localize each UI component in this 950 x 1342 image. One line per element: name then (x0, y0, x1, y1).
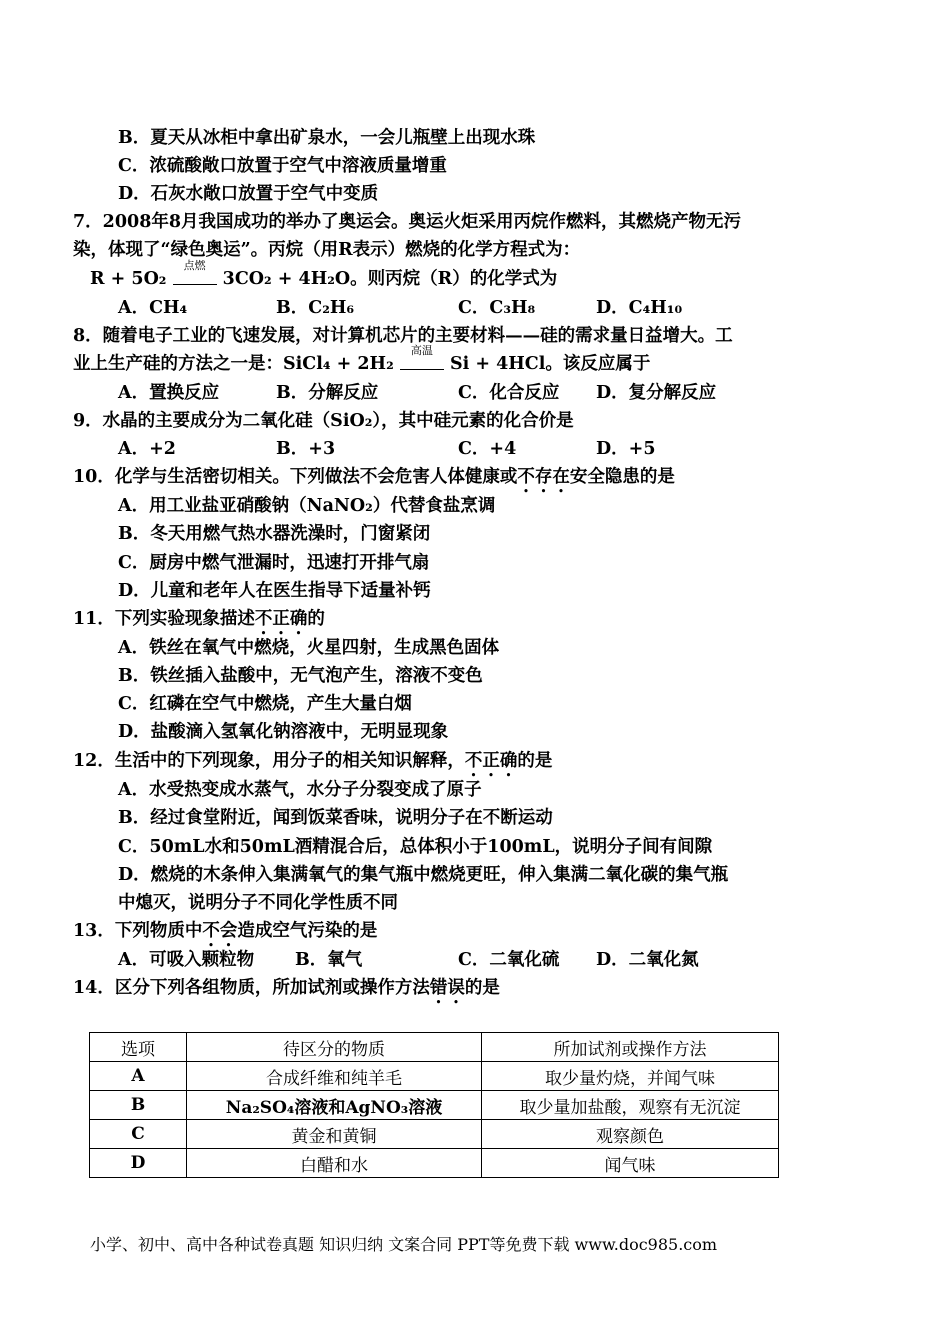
table-cell-method: 闻气味 (482, 1149, 779, 1178)
table-cell-method: 观察颜色 (482, 1120, 779, 1149)
q7-option-d: D．C₄H₁₀ (596, 298, 683, 318)
q12-stem (73, 750, 552, 781)
q12-stem-tail: 的是 (517, 751, 553, 771)
q7-option-c: C．C₃H₈ (458, 298, 536, 318)
q12-option-b: B．经过食堂附近，闻到饭菜香味，说明分子在不断运动 (118, 808, 553, 828)
q8-option-c: C．化合反应 (458, 383, 560, 403)
q7-equation-right: 3CO₂ + 4H₂O。则丙烷（R）的化学式为 (222, 269, 558, 289)
table-row (90, 1149, 779, 1178)
condition-label: 高温 (410, 344, 433, 357)
q7-equation (90, 259, 558, 290)
q13-option-a: A．可吸入颗粒物 (118, 950, 255, 970)
q14-stem-text: 14．区分下列各组物质，所加试剂或操作方法 (73, 978, 430, 998)
q12-option-c: C．50mL水和50mL酒精混合后，总体积小于100mL，说明分子间有间隙 (118, 837, 713, 857)
table-cell-option: C (90, 1120, 187, 1149)
q8-option-b: B．分解反应 (276, 383, 379, 403)
q10-stem-tail: 安全隐患的是 (569, 467, 675, 487)
table-cell-substances: 合成纤维和纯羊毛 (187, 1062, 482, 1091)
q10-stem (73, 466, 675, 497)
q7-option-a: A．CH₄ (118, 298, 188, 318)
q11-stem (73, 608, 325, 639)
q11-option-b: B．铁丝插入盐酸中，无气泡产生，溶液不变色 (118, 666, 483, 686)
q13-stem-tail: 造成空气污染的是 (237, 921, 378, 941)
reaction-condition (173, 259, 217, 290)
q9-option-a: A．+2 (118, 439, 176, 459)
table-header-option: 选项 (90, 1033, 187, 1062)
q6-option-c: C．浓硫酸敞口放置于空气中溶液质量增重 (118, 156, 447, 176)
table-cell-substances: 黄金和黄铜 (187, 1120, 482, 1149)
q10-option-c: C．厨房中燃气泄漏时，迅速打开排气扇 (118, 553, 430, 573)
q9-option-b: B．+3 (276, 439, 336, 459)
q8-equation-right: Si + 4HCl。该反应属于 (449, 354, 651, 374)
q8-stem-line1: 8．随着电子工业的飞速发展，对计算机芯片的主要材料——硅的需求量日益增大。工 (73, 326, 733, 346)
q8-stem-line2 (73, 344, 651, 375)
q9-stem: 9．水晶的主要成分为二氧化硅（SiO₂），其中硅元素的化合价是 (73, 411, 574, 431)
q14-stem (73, 977, 500, 1008)
q13-emphasis: 不会 (202, 921, 238, 941)
q11-option-c: C．红磷在空气中燃烧，产生大量白烟 (118, 694, 412, 714)
table-header-row (90, 1033, 779, 1062)
q11-option-a: A．铁丝在氧气中燃烧，火星四射，生成黑色固体 (118, 638, 500, 658)
q10-option-a: A．用工业盐亚硝酸钠（NaNO₂）代替食盐烹调 (118, 496, 496, 516)
table-header-method: 所加试剂或操作方法 (482, 1033, 779, 1062)
table-row (90, 1120, 779, 1149)
q12-stem-text: 12．生活中的下列现象，用分子的相关知识解释， (73, 751, 465, 771)
q13-option-c: C．二氧化硫 (458, 950, 560, 970)
q14-table (89, 1032, 779, 1178)
q10-emphasis: 不存在 (517, 467, 570, 487)
q7-stem-line2: 染，体现了“绿色奥运”。丙烷（用R表示）燃烧的化学方程式为： (73, 240, 581, 260)
table-cell-option: A (90, 1062, 187, 1091)
q13-option-d: D．二氧化氮 (596, 950, 699, 970)
q14-stem-tail: 的是 (464, 978, 500, 998)
q9-option-c: C．+4 (458, 439, 517, 459)
q8-option-d: D．复分解反应 (596, 383, 717, 403)
q11-option-d: D．盐酸滴入氢氧化钠溶液中，无明显现象 (118, 722, 449, 742)
q12-option-d-line1: D．燃烧的木条伸入集满氧气的集气瓶中燃烧更旺，伸入集满二氧化碳的集气瓶 (118, 865, 729, 885)
q12-option-a: A．水受热变成水蒸气，水分子分裂变成了原子 (118, 780, 482, 800)
q11-stem-text: 11．下列实验现象描述 (73, 609, 255, 629)
q8-option-a: A．置换反应 (118, 383, 220, 403)
table-row (90, 1062, 779, 1091)
table-header-substances: 待区分的物质 (187, 1033, 482, 1062)
q11-emphasis: 不正确 (254, 609, 308, 629)
q12-emphasis: 不正确 (464, 751, 518, 771)
q14-emphasis: 错误 (429, 978, 465, 998)
q9-option-d: D．+5 (596, 439, 656, 459)
table-cell-method: 取少量灼烧，并闻气味 (482, 1062, 779, 1091)
q7-option-b: B．C₂H₆ (276, 298, 355, 318)
q6-option-d: D．石灰水敞口放置于空气中变质 (118, 184, 379, 204)
table-cell-substances: 白醋和水 (187, 1149, 482, 1178)
q7-stem-line1: 7．2008年8月我国成功的举办了奥运会。奥运火炬采用丙烷作燃料，其燃烧产物无污 (73, 212, 742, 232)
q7-equation-left: R + 5O₂ (90, 269, 167, 289)
table-cell-substances: Na₂SO₄溶液和AgNO₃溶液 (187, 1091, 482, 1120)
table-cell-method: 取少量加盐酸，观察有无沉淀 (482, 1091, 779, 1120)
q13-stem-text: 13．下列物质中 (73, 921, 203, 941)
table-row (90, 1091, 779, 1120)
q6-option-b: B．夏天从冰柜中拿出矿泉水，一会儿瓶壁上出现水珠 (118, 128, 536, 148)
q10-stem-text: 10．化学与生活密切相关。下列做法不会危害人体健康或 (73, 467, 518, 487)
q11-stem-tail: 的 (307, 609, 325, 629)
q13-stem (73, 920, 377, 951)
table-cell-option: D (90, 1149, 187, 1178)
q13-option-b: B．氧气 (295, 950, 363, 970)
table-cell-option: B (90, 1091, 187, 1120)
page-footer: 小学、初中、高中各种试卷真题 知识归纳 文案合同 PPT等免费下载 www.doc985.com (90, 1235, 718, 1254)
q12-option-d-line2: 中熄灭，说明分子不同化学性质不同 (118, 893, 398, 913)
condition-label: 点燃 (183, 259, 206, 272)
q8-equation-left: 业上生产硅的方法之一是：SiCl₄ + 2H₂ (73, 354, 394, 374)
reaction-condition (400, 344, 444, 375)
q10-option-d: D．儿童和老年人在医生指导下适量补钙 (118, 581, 431, 601)
q10-option-b: B．冬天用燃气热水器洗澡时，门窗紧闭 (118, 524, 431, 544)
